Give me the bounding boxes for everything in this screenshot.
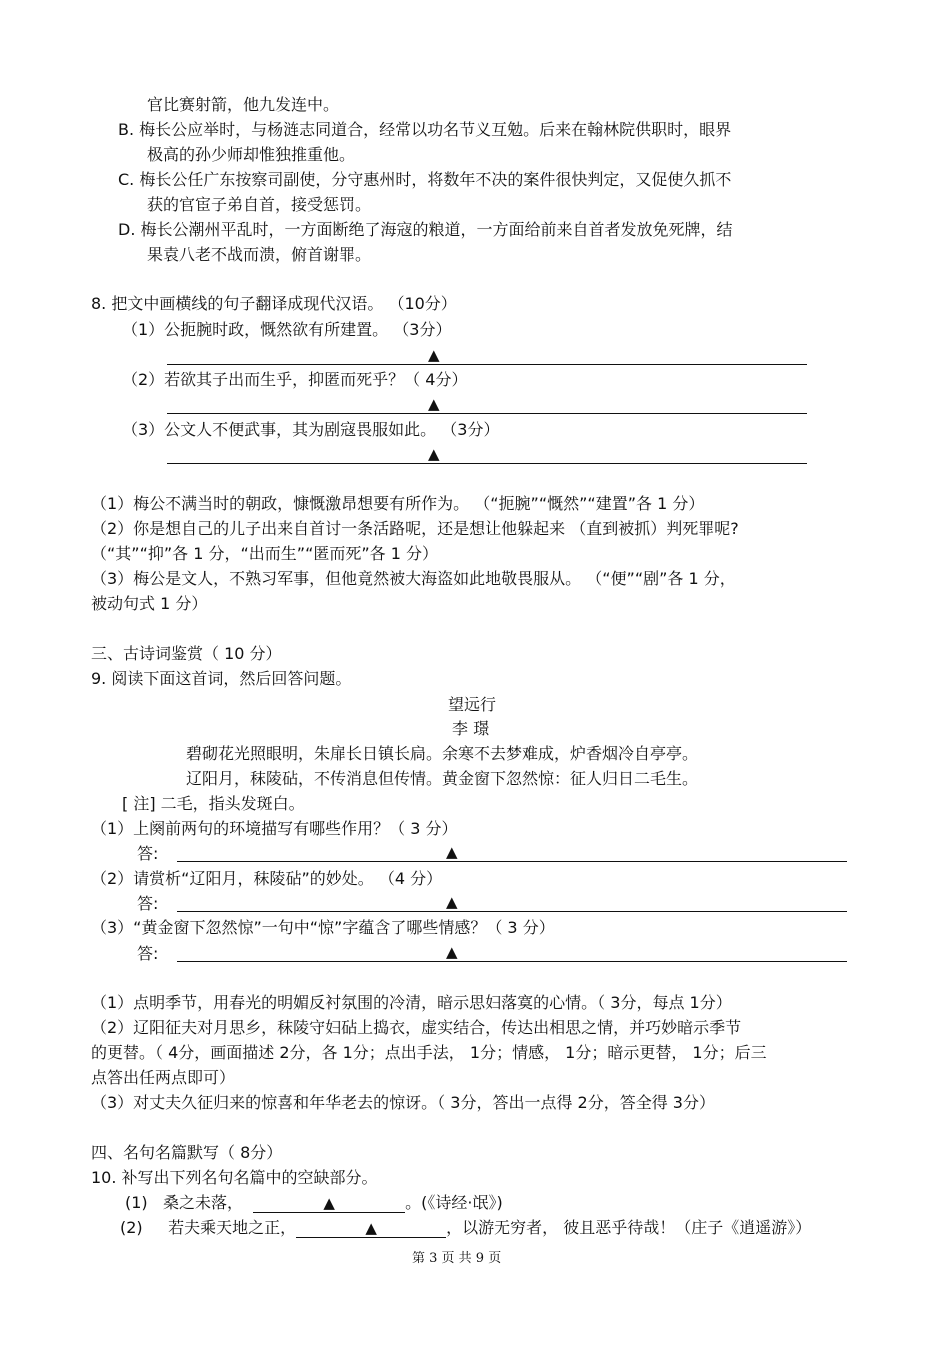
answer-mark-icon: ▲ [428, 395, 440, 413]
q7-option-a-continuation: 官比赛射箭，他九发连中。 [147, 95, 340, 114]
q9-answer-2: （2）辽阳征夫对月思乡，秣陵守妇砧上捣衣，虚实结合，传达出相思之情，并巧妙暗示季节 [91, 1018, 742, 1037]
section-4-heading: 四、名句名篇默写（ 8分） [91, 1143, 283, 1162]
q9-answer-3: （3）对丈夫久征归来的惊喜和年华老去的惊讶。（ 3分，答出一点得 2分，答全得 3分） [91, 1093, 715, 1112]
poem-title: 望远行 [448, 695, 497, 714]
q8-answer-line-2[interactable] [167, 413, 807, 414]
q8-sentence-3: （3）公文人不便武事，其为剧寇畏服如此。 （3分） [122, 420, 500, 439]
fill-blank[interactable] [253, 1194, 405, 1213]
poem-line-1: 碧砌花光照眼明，朱扉长日镇长扃。余寒不去梦难成，炉香烟冷自亭亭。 [186, 744, 699, 763]
q9-sub-2: （2）请赏析“辽阳月，秣陵砧”的妙处。 （4 分） [91, 869, 443, 888]
q10-item-1 [125, 1192, 503, 1214]
q9-sub-1: （1）上阕前两句的环境描写有哪些作用？（ 3 分） [91, 819, 458, 838]
answer-mark-icon: ▲ [446, 843, 458, 861]
answer-mark-icon: ▲ [428, 445, 440, 463]
answer-mark-icon: ▲ [428, 346, 440, 364]
poem-line-2: 辽阳月，秣陵砧，不传消息但传情。黄金窗下忽然惊：征人归日二毛生。 [186, 769, 699, 788]
q9-answer-line-3[interactable] [177, 961, 847, 962]
answer-mark-icon: ▲ [446, 893, 458, 911]
q7-option-c: C. 梅长公任广东按察司副使，分守惠州时，将数年不决的案件很快判定，又促使久抓不 [118, 170, 732, 189]
answer-label: 答: [137, 944, 159, 963]
page-footer: 第 3 页 共 9 页 [412, 1251, 502, 1266]
q9-answer-2-cont: 的更替。（ 4分，画面描述 2分，各 1分；点出手法， 1分；情感， 1分；暗示更替， 1分；后三 [91, 1043, 767, 1062]
item-number: (2) [120, 1218, 143, 1237]
answer-mark-icon: ▲ [446, 943, 458, 961]
poem-author: 李 璟 [452, 719, 490, 738]
item-text: 桑之未落， [162, 1193, 243, 1212]
item-source: 。(《诗经·氓》) [405, 1193, 503, 1212]
q7-option-c-continuation: 获的官宦子弟自首，接受惩罚。 [147, 195, 372, 214]
answer-mark-icon: ▲ [365, 1219, 377, 1237]
q10-stem: 10. 补写出下列名句名篇中的空缺部分。 [91, 1168, 378, 1187]
q7-option-d: D. 梅长公潮州平乱时，一方面断绝了海寇的粮道，一方面给前来自首者发放免死牌，结 [118, 220, 733, 239]
section-3-heading: 三、古诗词鉴赏（ 10 分） [91, 644, 282, 663]
q8-answer-line-3[interactable] [167, 463, 807, 464]
q8-answer-3: （3）梅公是文人，不熟习军事，但他竟然被大海盗如此地敬畏服从。 （“便”“剧”各 1 分， [91, 569, 736, 588]
q8-answer-3-scoring: 被动句式 1 分） [91, 594, 208, 613]
q10-item-2 [120, 1217, 811, 1239]
q8-sentence-1: （1）公扼腕时政，慨然欲有所建置。 （3分） [122, 320, 452, 339]
q8-answer-line-1[interactable] [167, 364, 807, 365]
answer-label: 答: [137, 844, 159, 863]
item-text: 若夫乘天地之正， [168, 1218, 297, 1237]
answer-label: 答: [137, 894, 159, 913]
q8-stem: 8. 把文中画横线的句子翻译成现代汉语。 （10分） [91, 294, 457, 313]
q7-option-b: B. 梅长公应举时，与杨涟志同道合，经常以功名节义互勉。后来在翰林院供职时，眼界 [118, 120, 732, 139]
item-source: ，以游无穷者， 彼且恶乎待哉！（庄子《逍遥游》） [446, 1218, 812, 1237]
q8-answer-1: （1）梅公不满当时的朝政，慷慨激昂想要有所作为。 （“扼腕”“慨然”“建置”各 1 分） [91, 494, 705, 513]
q9-answer-2-cont-2: 点答出任两点即可） [91, 1068, 236, 1087]
q8-answer-2: （2）你是想自己的儿子出来自首讨一条活路呢，还是想让他躲起来 （直到被抓）判死罪呢? [91, 519, 739, 538]
answer-mark-icon: ▲ [323, 1194, 335, 1212]
q9-answer-line-1[interactable] [177, 861, 847, 862]
item-number: (1) [125, 1193, 148, 1212]
q9-stem: 9. 阅读下面这首词，然后回答问题。 [91, 669, 352, 688]
fill-blank[interactable] [296, 1219, 446, 1238]
q8-sentence-2: （2）若欲其子出而生乎，抑匿而死乎？（ 4分） [122, 370, 468, 389]
q7-option-d-continuation: 果袁八老不战而溃，俯首谢罪。 [147, 245, 372, 264]
q9-sub-3: （3）“黄金窗下忽然惊”一句中“惊”字蕴含了哪些情感？（ 3 分） [91, 918, 555, 937]
q8-answer-2-scoring: （“其”“抑”各 1 分，“出而生”“匿而死”各 1 分） [91, 544, 439, 563]
q7-option-b-continuation: 极高的孙少师却惟独推重他。 [147, 145, 356, 164]
q9-answer-1: （1）点明季节，用春光的明媚反衬氛围的冷清，暗示思妇落寞的心情。（ 3分，每点 1分） [91, 993, 732, 1012]
q9-answer-line-2[interactable] [177, 911, 847, 912]
poem-note: [ 注] 二毛，指头发斑白。 [122, 794, 305, 813]
